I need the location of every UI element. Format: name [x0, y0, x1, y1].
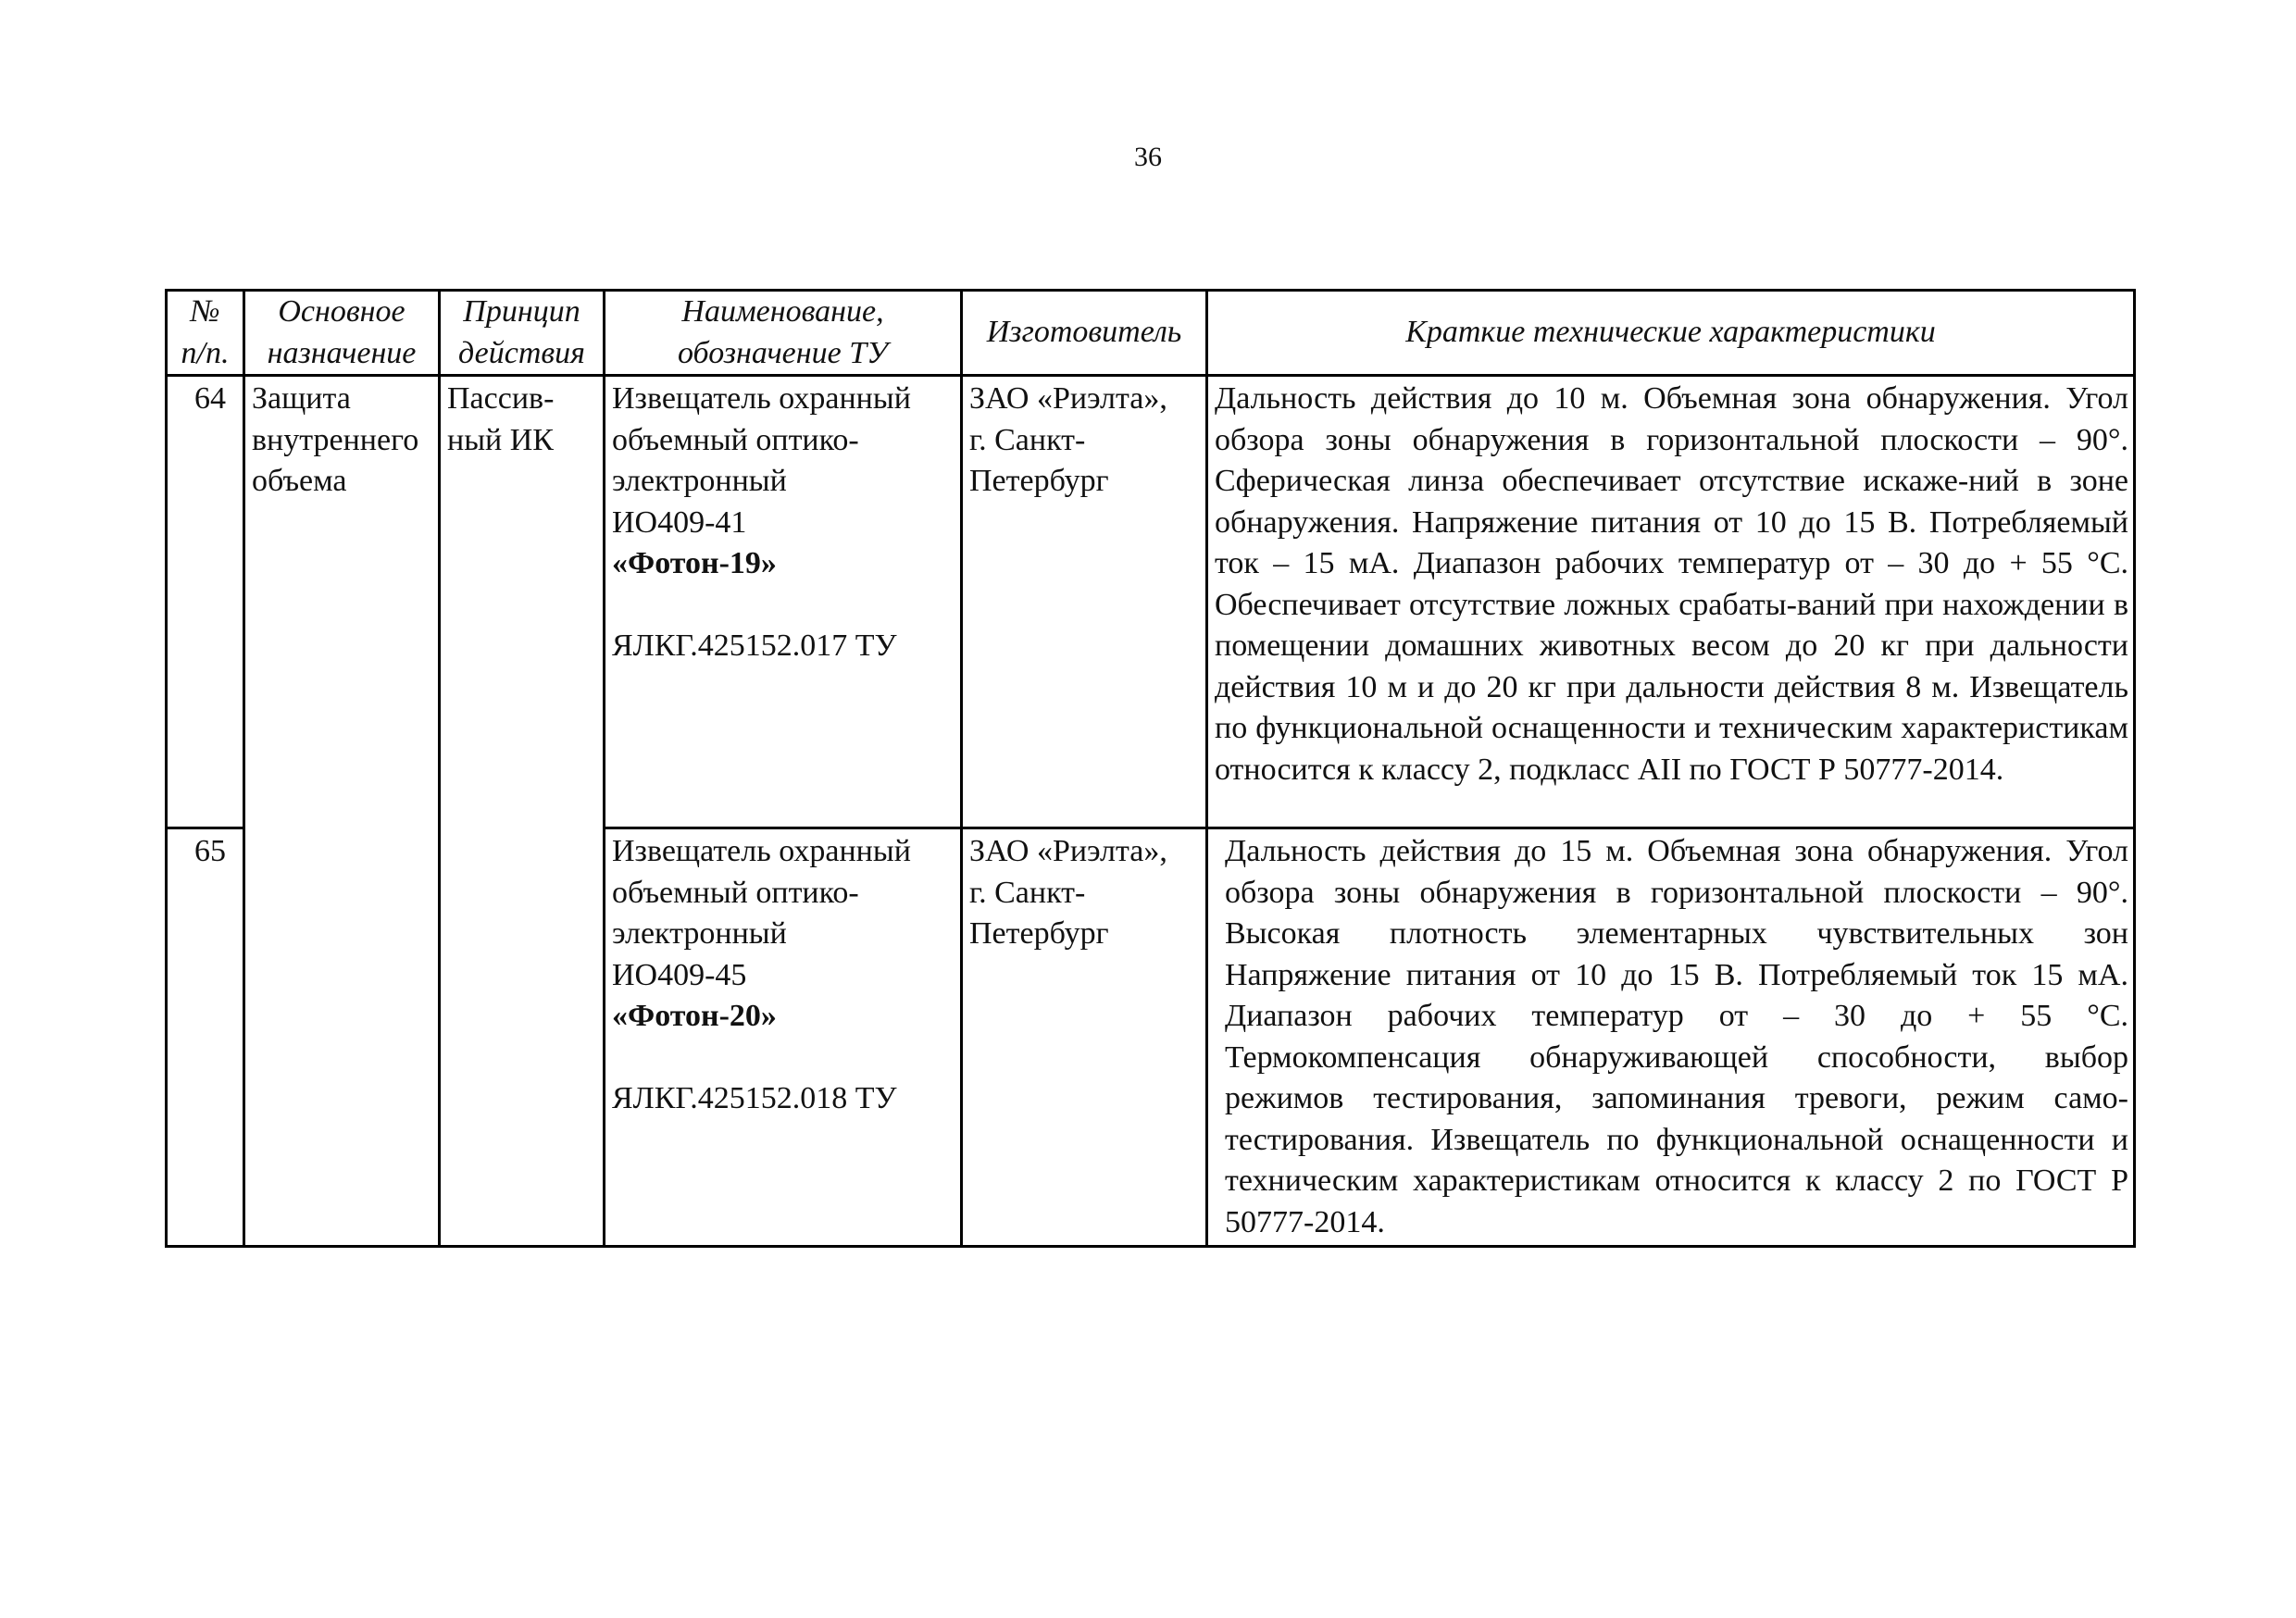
- name-line: ИО409-45: [612, 957, 747, 992]
- header-principle: [440, 291, 605, 376]
- header-specs: Краткие технические характеристики: [1207, 291, 2135, 376]
- header-principle-line1: Принцип: [463, 294, 580, 329]
- name-line: ИО409-41: [612, 504, 747, 540]
- description-cell: Дальность действия до 10 м. Объемная зона обнаружения. Угол обзора зоны обнаружения в горизонтальной плоскости – 90°. Сферическая линза обеспечивает отсутствие искаже-ний в зоне обнаружения. Напряжение питания от 10 до 15 В. Потребляемый ток – 15 мА. Диапазон рабочих температур от – 30 до + 55 °С. Обеспечивает отсутствие ложных срабаты-ваний при нахождении в помещении домашних животных весом до 20 кг при дальности действия 10 м и до 20 кг при дальности действия 8 м. Извещатель по функциональной оснащенности и техническим характеристикам относится к классу 2, подкласс АII по ГОСТ Р 50777-2014.: [1207, 376, 2135, 828]
- header-number-line1: №: [190, 294, 220, 329]
- spacer: [612, 1038, 955, 1079]
- description-cell: Дальность действия до 15 м. Объемная зона обнаружения. Угол обзора зоны обнаружения в горизонтальной плоскости – 90°. Высокая плотность элементарных чувствительных зон Напряжение питания от 10 до 15 В. Потребляемый ток 15 мА. Диапазон рабочих температур от – 30 до + 55 °С. Термокомпенсация обнаруживающей способности, выбор режимов тестирования, запоминания тревоги, режим само-тестирования. Извещатель по функциональной оснащенности и техническим характеристикам относится к классу 2 по ГОСТ Р 50777-2014.: [1207, 828, 2135, 1247]
- name-line: Извещатель охранный: [612, 381, 911, 416]
- maker-line: г. Санкт-: [969, 875, 1086, 910]
- page-number: 36: [1134, 142, 1162, 172]
- model-name: «Фотон-19»: [612, 546, 777, 580]
- model-name: «Фотон-20»: [612, 999, 777, 1033]
- name-cell: [605, 828, 962, 1247]
- header-name: [605, 291, 962, 376]
- header-purpose-line2: назначение: [267, 335, 417, 370]
- header-principle-line2: действия: [458, 335, 585, 370]
- header-name-line2: обозначение ТУ: [678, 335, 888, 370]
- principle-cell: [440, 376, 605, 1247]
- table-row: [167, 376, 2135, 828]
- maker-line: ЗАО «Риэлта»,: [969, 381, 1167, 416]
- tu-designation: ЯЛКГ.425152.017 ТУ: [612, 629, 897, 663]
- purpose-line: внутреннего: [252, 422, 419, 457]
- principle-line: ный ИК: [447, 422, 554, 457]
- maker-line: Петербург: [969, 464, 1109, 498]
- principle-line: Пассив-: [447, 381, 555, 416]
- purpose-cell: [244, 376, 440, 1247]
- row-number-cell: 65: [167, 828, 244, 1247]
- tu-designation: ЯЛКГ.425152.018 ТУ: [612, 1081, 897, 1115]
- header-maker: Изготовитель: [962, 291, 1207, 376]
- maker-cell: [962, 376, 1207, 828]
- maker-line: Петербург: [969, 916, 1109, 951]
- name-line: объемный оптико-: [612, 422, 859, 457]
- maker-cell: [962, 828, 1207, 1247]
- header-number: [167, 291, 244, 376]
- row-number-cell: 64: [167, 376, 244, 828]
- equipment-table: [165, 289, 2136, 1248]
- header-name-line1: Наименование,: [681, 294, 884, 329]
- name-line: электронный: [612, 464, 787, 498]
- name-line: электронный: [612, 916, 787, 951]
- purpose-line: Защита: [252, 381, 351, 416]
- header-number-line2: п/п.: [181, 335, 230, 370]
- table-header-row: [167, 291, 2135, 376]
- maker-line: г. Санкт-: [969, 422, 1086, 457]
- purpose-line: объема: [252, 464, 347, 498]
- spacer: [612, 585, 955, 627]
- maker-line: ЗАО «Риэлта»,: [969, 834, 1167, 868]
- header-purpose-line1: Основное: [278, 294, 406, 329]
- name-line: Извещатель охранный: [612, 834, 911, 868]
- name-cell: [605, 376, 962, 828]
- name-line: объемный оптико-: [612, 875, 859, 910]
- header-purpose: [244, 291, 440, 376]
